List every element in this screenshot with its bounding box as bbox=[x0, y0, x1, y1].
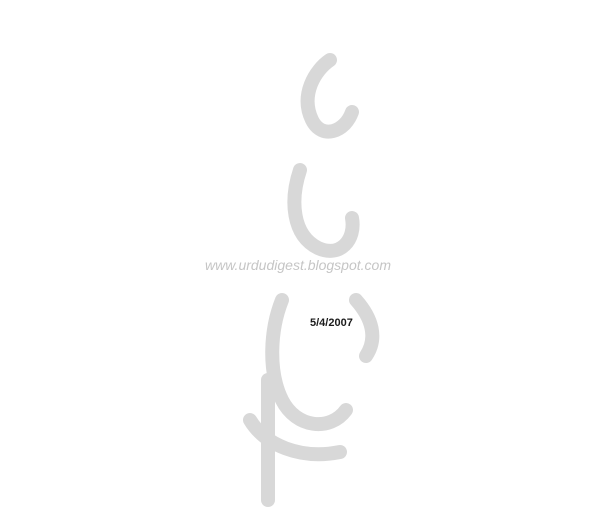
text-line bbox=[306, 56, 602, 71]
text-line bbox=[306, 86, 602, 101]
text-line bbox=[10, 67, 293, 82]
text-line bbox=[10, 356, 293, 371]
article-column-right bbox=[306, 10, 602, 300]
publish-date: 5/4/2007 bbox=[310, 317, 353, 329]
text-line bbox=[306, 192, 602, 207]
text-line bbox=[10, 174, 293, 189]
text-line bbox=[10, 477, 293, 492]
text-line bbox=[10, 371, 293, 386]
text-line bbox=[10, 98, 293, 113]
text-line bbox=[10, 417, 293, 432]
source-url-watermark[interactable]: www.urdudigest.blogspot.com bbox=[205, 257, 391, 273]
text-line bbox=[306, 268, 602, 283]
text-line bbox=[306, 10, 602, 25]
text-line bbox=[306, 101, 602, 116]
text-line bbox=[306, 40, 602, 55]
text-line bbox=[10, 341, 293, 356]
text-line bbox=[10, 492, 293, 507]
text-line bbox=[10, 295, 293, 310]
text-line bbox=[306, 132, 602, 147]
text-line bbox=[306, 253, 602, 268]
text-line bbox=[10, 189, 293, 204]
text-line bbox=[10, 280, 293, 295]
text-line bbox=[306, 147, 602, 162]
text-line bbox=[10, 325, 293, 340]
text-line bbox=[306, 116, 602, 131]
text-line bbox=[10, 401, 293, 416]
text-line bbox=[306, 223, 602, 238]
text-line bbox=[306, 162, 602, 177]
text-line bbox=[10, 265, 293, 280]
text-line bbox=[10, 310, 293, 325]
text-line bbox=[10, 143, 293, 158]
author-signature bbox=[310, 296, 390, 330]
text-line bbox=[10, 52, 293, 67]
text-line bbox=[10, 508, 293, 514]
text-line bbox=[10, 462, 293, 477]
article-column-left bbox=[10, 52, 293, 514]
text-line bbox=[10, 128, 293, 143]
text-line bbox=[306, 177, 602, 192]
text-line bbox=[10, 249, 293, 264]
text-line bbox=[10, 82, 293, 97]
text-line bbox=[10, 234, 293, 249]
text-line bbox=[10, 158, 293, 173]
text-line bbox=[10, 219, 293, 234]
author-name bbox=[310, 296, 390, 314]
text-line bbox=[10, 447, 293, 462]
text-line bbox=[10, 432, 293, 447]
text-line bbox=[10, 204, 293, 219]
text-line bbox=[306, 207, 602, 222]
text-line bbox=[10, 113, 293, 128]
text-line bbox=[306, 71, 602, 86]
text-line bbox=[306, 25, 602, 40]
text-line bbox=[10, 386, 293, 401]
text-line bbox=[306, 238, 602, 253]
